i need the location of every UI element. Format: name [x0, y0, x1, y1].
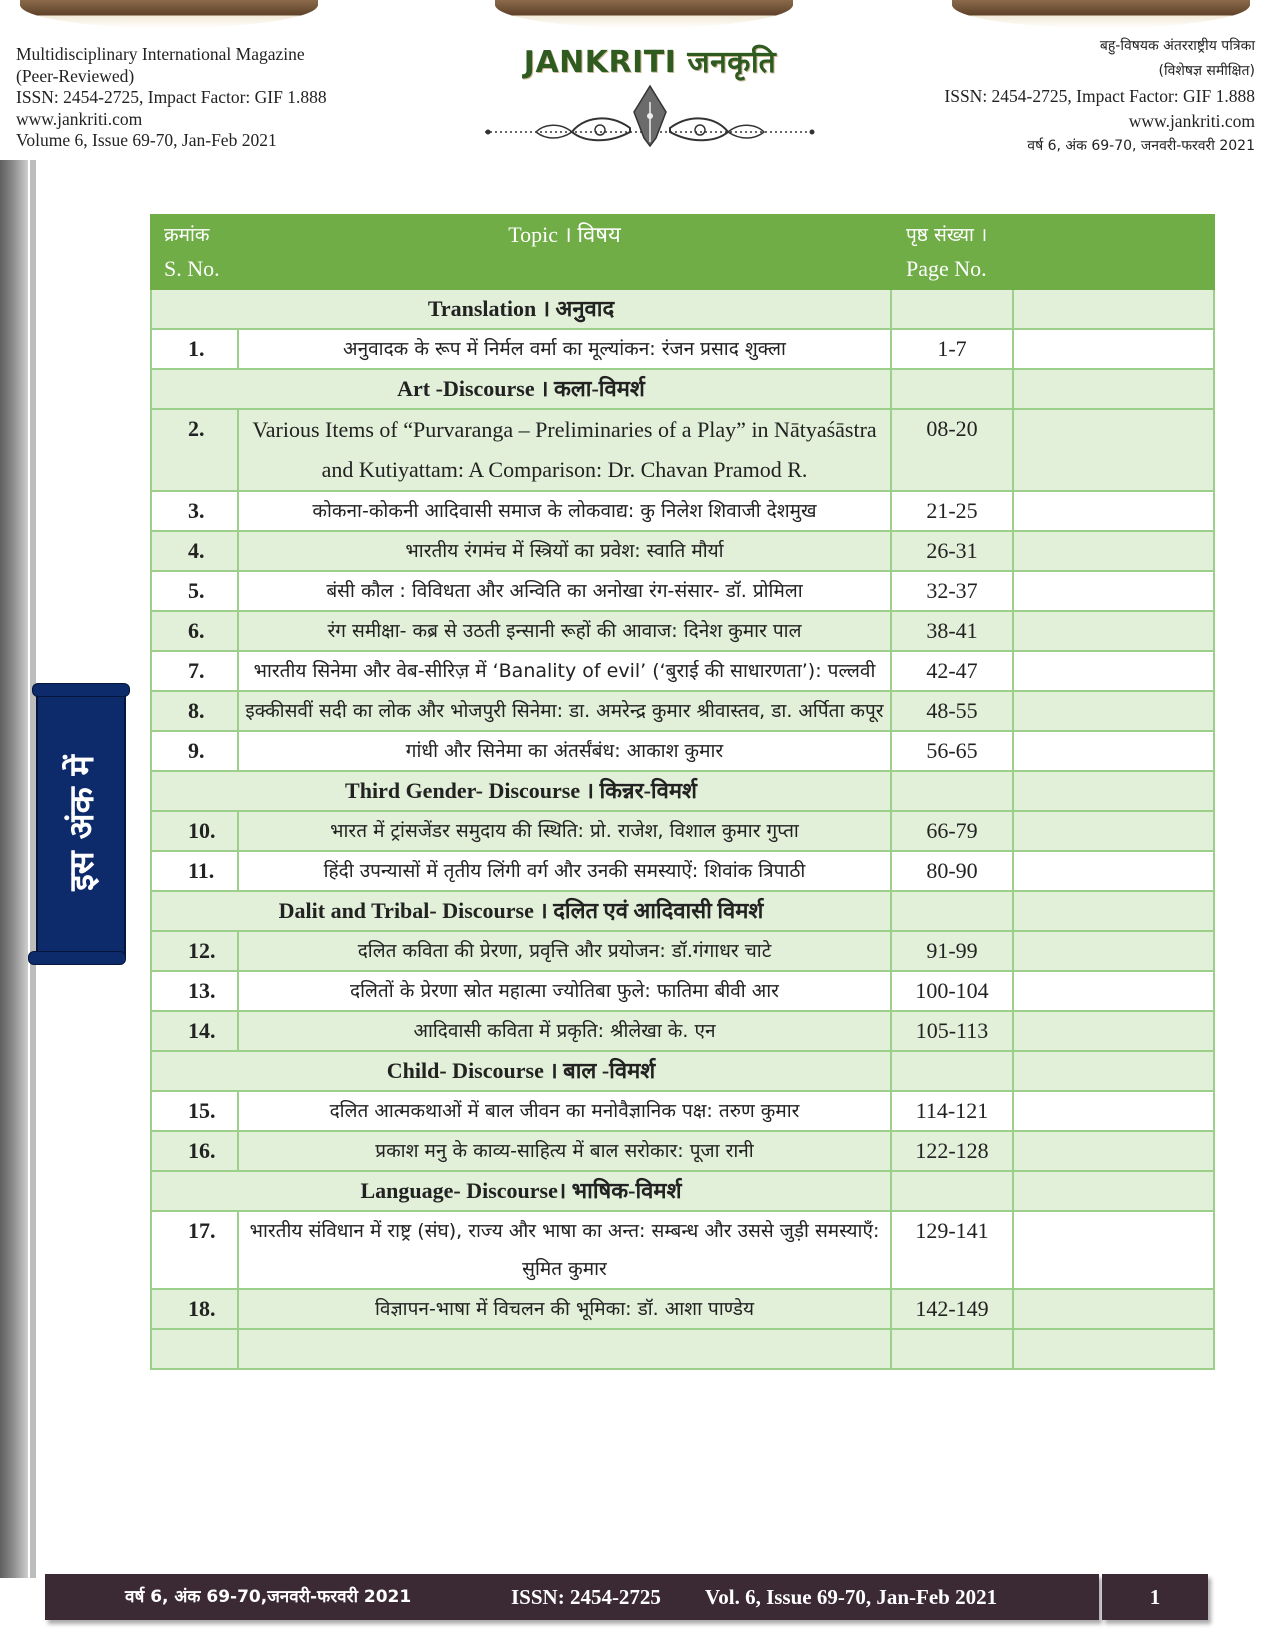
section-label: Child- Discourse । बाल -विमर्श: [151, 1051, 891, 1091]
section-empty-cell: [1013, 891, 1214, 931]
row-pages: 91-99: [891, 931, 1013, 971]
row-empty-cell: [1013, 329, 1214, 369]
header-topic-label: Topic । विषय: [508, 222, 621, 247]
in-this-issue-label: इस अंक में: [62, 755, 102, 891]
row-topic[interactable]: भारतीय संविधान में राष्ट्र (संघ), राज्य और भाषा का अन्त: सम्बन्ध और उससे जुड़ी समस्याएँ: सुमित कुमार: [238, 1211, 891, 1289]
row-pages: 08-20: [891, 409, 1013, 491]
row-pages: [891, 1329, 1013, 1369]
section-page-cell: [891, 289, 1013, 329]
row-topic[interactable]: हिंदी उपन्यासों में तृतीय लिंगी वर्ग और उनकी समस्याऐं: शिवांक त्रिपाठी: [238, 851, 891, 891]
table-row: [151, 1289, 1214, 1329]
row-empty-cell: [1013, 931, 1214, 971]
header-right-info: [944, 34, 1255, 159]
row-pages: 80-90: [891, 851, 1013, 891]
table-row: [151, 691, 1214, 731]
jankriti-logo: [480, 40, 820, 165]
section-empty-cell: [1013, 1051, 1214, 1091]
row-number: 18.: [151, 1289, 238, 1329]
scroll-bottom-roll: [28, 951, 126, 965]
row-topic[interactable]: भारत में ट्रांसजेंडर समुदाय की स्थिति: प्रो. राजेश, विशाल कुमार गुप्ता: [238, 811, 891, 851]
row-empty-cell: [1013, 811, 1214, 851]
row-empty-cell: [1013, 611, 1214, 651]
row-empty-cell: [1013, 1329, 1214, 1369]
row-pages: 32-37: [891, 571, 1013, 611]
header-left-info: [16, 44, 327, 152]
section-label: Art -Discourse । कला-विमर्श: [151, 369, 891, 409]
table-row: [151, 811, 1214, 851]
table-row: [151, 571, 1214, 611]
header-band-right: [952, 0, 1250, 28]
section-row: [151, 1051, 1214, 1091]
row-topic[interactable]: भारतीय सिनेमा और वेब-सीरिज़ में ‘Banality of evil’ (‘बुराई की साधारणता’): पल्लवी: [238, 651, 891, 691]
volume-info-hindi: वर्ष 6, अंक 69-70, जनवरी-फरवरी 2021: [1027, 138, 1255, 154]
row-pages: 66-79: [891, 811, 1013, 851]
footer-issn: ISSN: 2454-2725: [511, 1585, 661, 1609]
section-label: Translation । अनुवाद: [151, 289, 891, 329]
section-empty-cell: [1013, 771, 1214, 811]
row-empty-cell: [1013, 1011, 1214, 1051]
row-pages: 1-7: [891, 329, 1013, 369]
row-pages: 42-47: [891, 651, 1013, 691]
row-number: 17.: [151, 1211, 238, 1289]
table-row: [151, 931, 1214, 971]
table-row: [151, 851, 1214, 891]
row-pages: 26-31: [891, 531, 1013, 571]
row-number: 8.: [151, 691, 238, 731]
side-scroll-banner: [28, 683, 132, 965]
section-row: [151, 369, 1214, 409]
section-page-cell: [891, 771, 1013, 811]
table-row: [151, 1211, 1214, 1289]
row-empty-cell: [1013, 851, 1214, 891]
row-topic[interactable]: कोकना-कोकनी आदिवासी समाज के लोकवाद्य: कु निलेश शिवाजी देशमुख: [238, 491, 891, 531]
row-topic[interactable]: विज्ञापन-भाषा में विचलन की भूमिका: डॉ. आशा पाण्डेय: [238, 1289, 891, 1329]
row-topic[interactable]: आदिवासी कविता में प्रकृति: श्रीलेखा के. एन: [238, 1011, 891, 1051]
row-empty-cell: [1013, 491, 1214, 531]
section-row: [151, 771, 1214, 811]
magazine-name-hindi: बहु-विषयक अंतरराष्ट्रीय पत्रिका: [1099, 38, 1255, 54]
row-pages: 142-149: [891, 1289, 1013, 1329]
volume-info: Volume 6, Issue 69-70, Jan-Feb 2021: [16, 130, 277, 150]
scroll-label-wrap: [38, 697, 122, 949]
row-topic[interactable]: दलित कविता की प्रेरणा, प्रवृत्ति और प्रयोजन: डॉ.गंगाधर चाटे: [238, 931, 891, 971]
row-empty-cell: [1013, 1091, 1214, 1131]
footer-hindi-issue: वर्ष 6, अंक 69-70,जनवरी-फरवरी 2021: [125, 1587, 412, 1607]
row-number: 13.: [151, 971, 238, 1011]
row-empty-cell: [1013, 1211, 1214, 1289]
section-row: [151, 1171, 1214, 1211]
pen-nib-ornament-icon: [480, 82, 820, 162]
row-pages: 48-55: [891, 691, 1013, 731]
header-band-middle: [495, 0, 793, 28]
row-number: 3.: [151, 491, 238, 531]
table-row: [151, 651, 1214, 691]
header-sno: [151, 215, 238, 289]
header-empty: [1013, 215, 1214, 289]
row-empty-cell: [1013, 691, 1214, 731]
section-empty-cell: [1013, 1171, 1214, 1211]
blank-row: [151, 1329, 1214, 1369]
peer-reviewed-hindi: (विशेषज्ञ समीक्षित): [1158, 63, 1255, 79]
row-number: 11.: [151, 851, 238, 891]
issn-info: ISSN: 2454-2725, Impact Factor: GIF 1.888: [16, 87, 327, 107]
section-empty-cell: [1013, 289, 1214, 329]
table-row: [151, 409, 1214, 491]
row-topic[interactable]: दलितों के प्रेरणा स्रोत महात्मा ज्योतिबा फुले: फातिमा बीवी आर: [238, 971, 891, 1011]
table-row: [151, 971, 1214, 1011]
section-row: [151, 891, 1214, 931]
table-of-contents: [150, 214, 1215, 1370]
row-pages: 129-141: [891, 1211, 1013, 1289]
issn-info-right: ISSN: 2454-2725, Impact Factor: GIF 1.888: [944, 86, 1255, 106]
row-empty-cell: [1013, 651, 1214, 691]
row-pages: 105-113: [891, 1011, 1013, 1051]
row-pages: 100-104: [891, 971, 1013, 1011]
row-empty-cell: [1013, 571, 1214, 611]
header-page-hindi: पृष्ठ संख्या ।: [906, 224, 988, 246]
table-row: [151, 1011, 1214, 1051]
header-topic: [238, 215, 891, 289]
left-side-rule: [0, 160, 28, 1578]
page-number: 1: [1102, 1574, 1208, 1620]
row-number: 1.: [151, 329, 238, 369]
table-row: [151, 731, 1214, 771]
section-row: [151, 289, 1214, 329]
table-row: [151, 611, 1214, 651]
header-sno-english: S. No.: [164, 256, 220, 281]
row-topic[interactable]: भारतीय रंगमंच में स्त्रियों का प्रवेश: स्वाति मौर्या: [238, 531, 891, 571]
row-number: 10.: [151, 811, 238, 851]
row-pages: 114-121: [891, 1091, 1013, 1131]
row-number: 9.: [151, 731, 238, 771]
peer-reviewed: (Peer-Reviewed): [16, 65, 135, 86]
magazine-name: Multidisciplinary International Magazine: [16, 44, 305, 64]
row-number: 12.: [151, 931, 238, 971]
website-link-right[interactable]: www.jankriti.com: [1128, 111, 1255, 131]
header-page: [891, 215, 1013, 289]
row-number: [151, 1329, 238, 1369]
table-row: [151, 491, 1214, 531]
scroll-top-roll: [32, 683, 130, 697]
header-page-english: Page No.: [906, 256, 987, 281]
section-page-cell: [891, 1051, 1013, 1091]
table-row: [151, 1091, 1214, 1131]
section-page-cell: [891, 891, 1013, 931]
row-topic[interactable]: बंसी कौल : विविधता और अन्विति का अनोखा रंग-संसार- डॉ. प्रोमिला: [238, 571, 891, 611]
toc-header-row: [151, 215, 1214, 289]
row-pages: 38-41: [891, 611, 1013, 651]
table-row: [151, 1131, 1214, 1171]
row-topic[interactable]: गांधी और सिनेमा का अंतर्संबंध: आकाश कुमार: [238, 731, 891, 771]
row-empty-cell: [1013, 731, 1214, 771]
table-row: [151, 329, 1214, 369]
website-link[interactable]: www.jankriti.com: [16, 108, 143, 129]
row-topic[interactable]: इक्कीसवीं सदी का लोक और भोजपुरी सिनेमा: डा. अमरेन्द्र कुमार श्रीवास्तव, डा. अर्पिता कपूर: [238, 691, 891, 731]
row-number: 2.: [151, 409, 238, 491]
row-number: 14.: [151, 1011, 238, 1051]
section-page-cell: [891, 369, 1013, 409]
header-band-left: [20, 0, 318, 28]
row-empty-cell: [1013, 1289, 1214, 1329]
row-topic[interactable]: [238, 1329, 891, 1369]
section-label: Dalit and Tribal- Discourse । दलित एवं आदिवासी विमर्श: [151, 891, 891, 931]
row-number: 4.: [151, 531, 238, 571]
row-empty-cell: [1013, 971, 1214, 1011]
logo-text: JANKRITI जनकृति: [523, 45, 777, 80]
row-number: 16.: [151, 1131, 238, 1171]
section-empty-cell: [1013, 369, 1214, 409]
row-number: 7.: [151, 651, 238, 691]
row-number: 6.: [151, 611, 238, 651]
section-label: Language- Discourse। भाषिक-विमर्श: [151, 1171, 891, 1211]
section-label: Third Gender- Discourse । किन्नर-विमर्श: [151, 771, 891, 811]
row-pages: 56-65: [891, 731, 1013, 771]
row-pages: 122-128: [891, 1131, 1013, 1171]
row-empty-cell: [1013, 1131, 1214, 1171]
row-topic[interactable]: दलित आत्मकथाओं में बाल जीवन का मनोवैज्ञानिक पक्ष: तरुण कुमार: [238, 1091, 891, 1131]
table-row: [151, 531, 1214, 571]
page-footer: [45, 1574, 1099, 1620]
header-sno-hindi: क्रमांक: [164, 224, 210, 246]
row-topic[interactable]: अनुवादक के रूप में निर्मल वर्मा का मूल्यांकन: रंजन प्रसाद शुक्ला: [238, 329, 891, 369]
row-topic[interactable]: प्रकाश मनु के काव्य-साहित्य में बाल सरोकार: पूजा रानी: [238, 1131, 891, 1171]
row-empty-cell: [1013, 531, 1214, 571]
footer-volume: Vol. 6, Issue 69-70, Jan-Feb 2021: [705, 1585, 998, 1609]
row-pages: 21-25: [891, 491, 1013, 531]
row-topic[interactable]: रंग समीक्षा- कब्र से उठती इन्सानी रूहों की आवाज: दिनेश कुमार पाल: [238, 611, 891, 651]
section-page-cell: [891, 1171, 1013, 1211]
row-empty-cell: [1013, 409, 1214, 491]
row-number: 5.: [151, 571, 238, 611]
row-topic[interactable]: Various Items of “Purvaranga – Preliminaries of a Play” in Nātyaśāstra and Kutiyattam: A Comparison: Dr. Chavan Pramod R.: [238, 409, 891, 491]
row-number: 15.: [151, 1091, 238, 1131]
